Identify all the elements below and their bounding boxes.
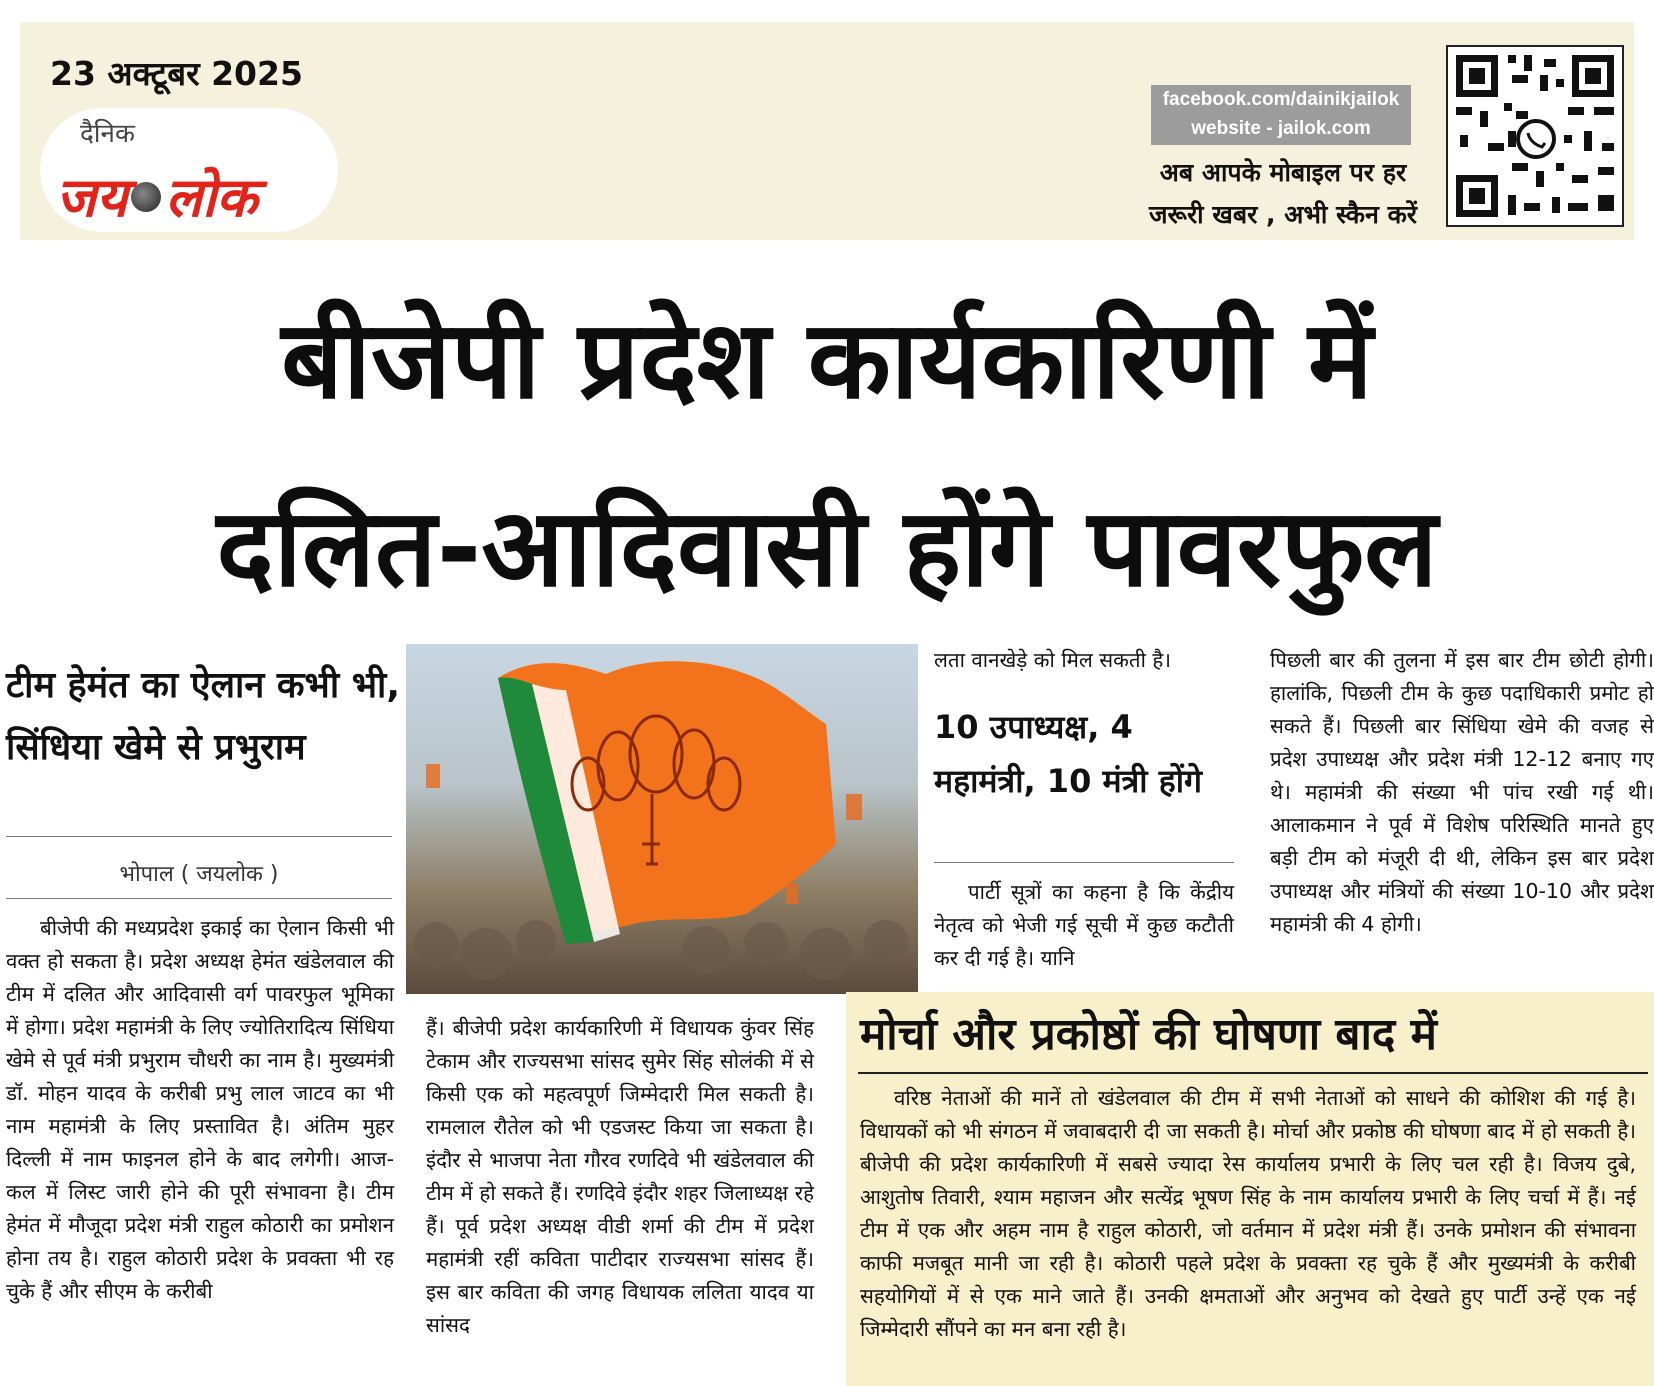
divider bbox=[6, 836, 392, 837]
bjp-flag-photo bbox=[406, 644, 918, 994]
article-column-3: पार्टी सूत्रों का कहना है कि केंद्रीय नेतृत्व को भेजी गई सूची में कुछ कटौती कर दी गई है। यानि bbox=[934, 880, 1234, 970]
divider bbox=[6, 898, 392, 899]
box-body: वरिष्ठ नेताओं की मानें तो खंडेलवाल की टीम में सभी नेताओं को साधने की कोशिश की गई है। विधायकों को भी संगठन में जवाबदारी दी जा सकती है। मोर्चा और प्रकोष्ठ की घोषणा बाद में हो सकती है। बीजेपी की प्रदेश कार्यकारिणी में सबसे ज्यादा रेस कार्यालय प्रभारी के लिए चल रही है। विजय दुबे, आशुतोष तिवारी, श्याम महाजन और सत्येंद्र भूषण सिंह के नाम कार्यालय प्रभारी के लिए चर्चा में हैं। नई टीम में एक और अहम नाम है राहुल कोठारी, जो वर्तमान में प्रदेश मंत्री हैं। उनके प्रमोशन की संभावना काफी मजबूत मानी जा रही है। कोठारी पहले प्रदेश के प्रवक्ता रह चुके हैं और मुख्यमंत्री के करीबी सहयोगियों में से एक माने जाते हैं। उनकी क्षमताओं और अनुभव को देखते हुए पार्टी उन्हें एक नई जिम्मेदारी सौंपने का मन बना रही है। bbox=[860, 1086, 1636, 1341]
logo-dainik: दैनिक bbox=[80, 119, 135, 149]
social-links bbox=[1151, 85, 1411, 145]
headline-line-1: बीजेपी प्रदेश कार्यकारिणी में bbox=[281, 298, 1373, 423]
article-column-1: बीजेपी की मध्यप्रदेश इकाई का ऐलान किसी भी वक्त हो सकता है। प्रदेश अध्यक्ष हेमंत खंडेलवाल की टीम में दलित और आदिवासी वर्ग पावरफुल भूमिका में होगा। प्रदेश महामंत्री के लिए ज्योतिरादित्य सिंधिया खेमे से पूर्व मंत्री प्रभुराम चौधरी का नाम है। मुख्यमंत्री डॉ. मोहन यादव के करीबी प्रभु लाल जाटव का भी नाम महामंत्री के लिए प्रस्तावित है। अंतिम मुहर दिल्ली में नाम फाइनल होने के बाद लगेगी। आज-कल में लिस्ट जारी होने की पूरी संभावना है। टीम हेमंत में मौजूदा प्रदेश मंत्री राहुल कोठारी का प्रमोशन होना तय है। राहुल कोठारी प्रदेश के प्रवक्ता भी रह चुके हैं और सीएम के करीबी bbox=[6, 916, 394, 1303]
issue-date: 23 अक्टूबर 2025 bbox=[50, 54, 303, 93]
newspaper-logo[interactable] bbox=[56, 158, 257, 232]
facebook-link[interactable]: facebook.com/dainikjailok bbox=[1162, 89, 1400, 110]
article-column-4: पिछली बार की तुलना में इस बार टीम छोटी होगी। हालांकि, पिछली टीम के कुछ पदाधिकारी प्रमोट हो सकते हैं। पिछली बार सिंधिया खेमे की वजह से प्रदेश उपाध्यक्ष और प्रदेश मंत्री 12-12 बनाए गए थे। महामंत्री की संख्या भी पांच रखी गई थी। आलाकमान ने पूर्व में विशेष परिस्थिति मानते हुए बड़ी टीम को मंजूरी दी थी, लेकिन इस बार प्रदेश उपाध्यक्ष और मंत्रियों की संख्या 10-10 और प्रदेश महामंत्री की 4 होगी। bbox=[1270, 648, 1654, 936]
divider bbox=[858, 1072, 1648, 1074]
logo-word-jai: जय bbox=[56, 166, 128, 229]
article-column-2: हैं। बीजेपी प्रदेश कार्यकारिणी में विधायक कुंवर सिंह टेकाम और राज्यसभा सांसद सुमेर सिंह सोलंकी में से किसी एक को महत्वपूर्ण जिम्मेदारी मिल सकती है। रामलाल रौतेल को भी एडजस्ट किया जा सकता है। इंदौर से भाजपा नेता गौरव रणदिवे भी खंडेलवाल की टीम में हो सकते हैं। रणदिवे इंदौर शहर जिलाध्यक्ष रहे हैं। पूर्व प्रदेश अध्यक्ष वीडी शर्मा की टीम में प्रदेश महामंत्री रहीं कविता पाटीदार राज्यसभा सांसद हैं। इस बार कविता की जगह विधायक ललिता यादव या सांसद bbox=[426, 1016, 814, 1337]
divider bbox=[934, 862, 1234, 863]
dateline: भोपाल ( जयलोक ) bbox=[119, 862, 279, 887]
box-title: मोर्चा और प्रकोष्ठों की घोषणा बाद में bbox=[860, 1009, 1437, 1060]
scan-line-2: जरूरी खबर , अभी स्कैन करें bbox=[1148, 200, 1418, 229]
logo-word-lok: लोक bbox=[165, 166, 258, 229]
subheadline: टीम हेमंत का ऐलान कभी भी, सिंधिया खेमे से प्रभुराम bbox=[6, 665, 401, 768]
article-column-3-top: लता वानखेड़े को मिल सकती है। bbox=[934, 648, 1172, 672]
website-link[interactable]: website - jailok.com bbox=[1191, 118, 1371, 139]
scan-prompt bbox=[1135, 152, 1431, 236]
headline-line-2: दलित-आदिवासी होंगे पावरफुल bbox=[216, 486, 1438, 611]
qr-code-icon[interactable] bbox=[1446, 45, 1624, 227]
scan-line-1: अब आपके मोबाइल पर हर bbox=[1159, 158, 1407, 187]
section-heading: 10 उपाध्यक्ष, 4 महामंत्री, 10 मंत्री होंगे bbox=[934, 708, 1202, 800]
globe-icon bbox=[131, 182, 161, 212]
